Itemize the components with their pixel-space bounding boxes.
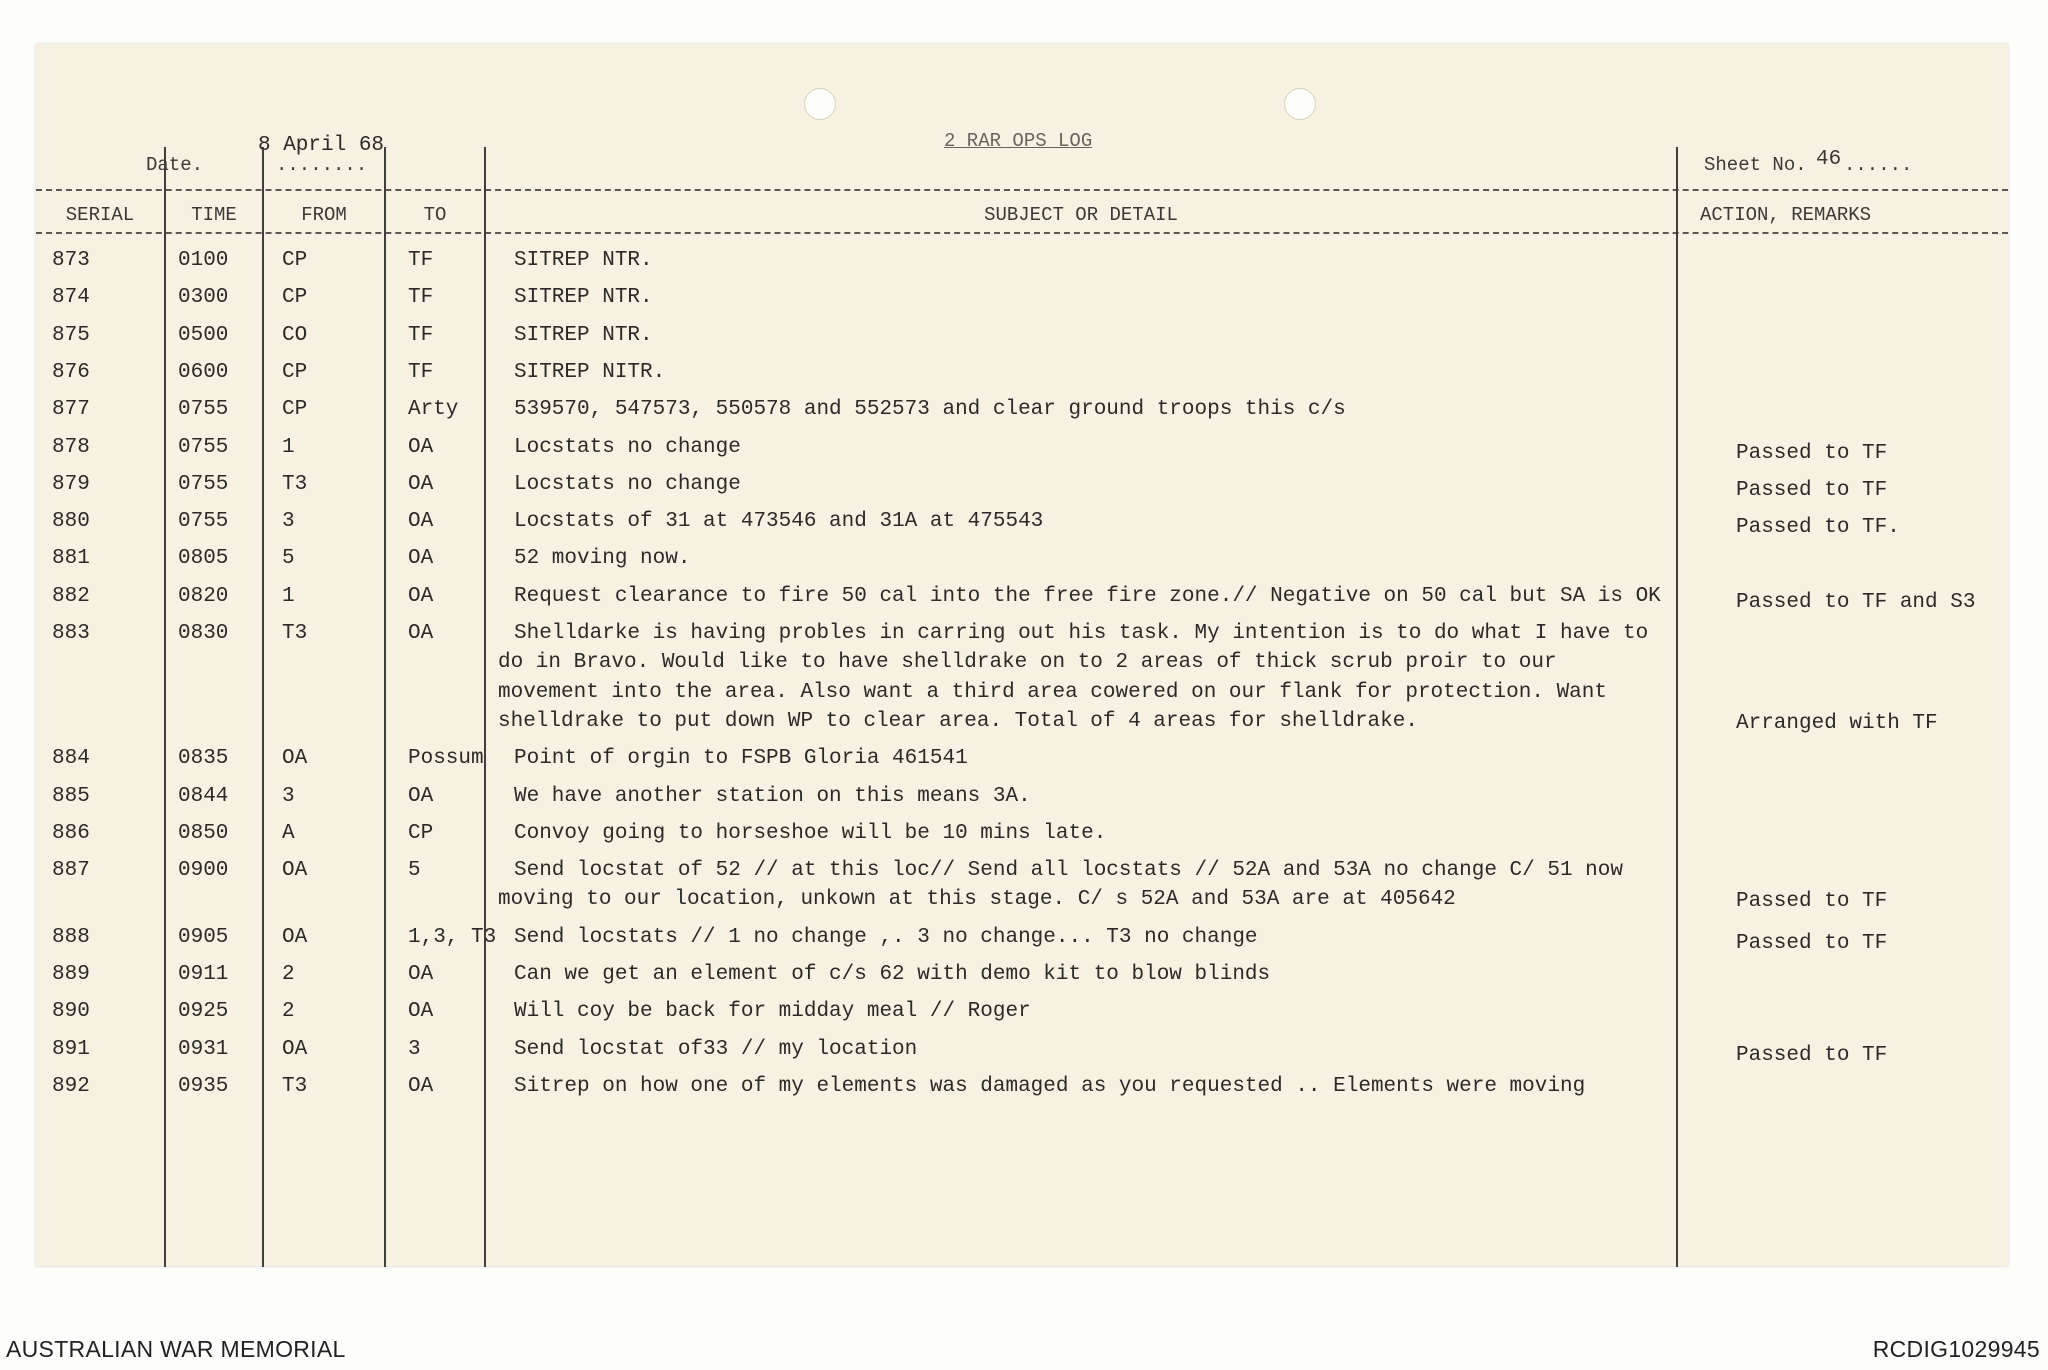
entry-from: OA <box>282 859 308 883</box>
entry-action: Passed to TF. <box>1736 516 1900 540</box>
entry-from: CO <box>282 323 308 347</box>
entry-time: 0850 <box>178 821 229 845</box>
entry-serial: 881 <box>52 547 90 571</box>
entry-serial: 873 <box>52 249 90 272</box>
entry-time: 0755 <box>178 510 229 534</box>
entry-detail-line: do in Bravo. Would like to have shelldrake on to 2 areas of thick scrub proir to our <box>498 651 1557 675</box>
entry-serial: 892 <box>52 1074 90 1098</box>
entry-from: CP <box>282 398 308 422</box>
entry-time: 0100 <box>178 249 229 272</box>
entry-detail-line: Can we get an element of c/s 62 with demo kit to blow blinds <box>514 963 1271 986</box>
entry-serial: 883 <box>52 622 90 645</box>
footer-source: AUSTRALIAN WAR MEMORIAL <box>6 1336 346 1362</box>
entry-from: 1 <box>282 435 295 459</box>
entry-time: 0935 <box>178 1074 229 1098</box>
entry-time: 0925 <box>178 1000 229 1024</box>
entry-serial: 884 <box>52 747 90 771</box>
entry-from: T3 <box>282 472 308 496</box>
entry-serial: 891 <box>52 1037 90 1061</box>
entry-time: 0844 <box>178 784 229 808</box>
entry-from: T3 <box>282 1074 308 1098</box>
entry-detail-line: Request clearance to fire 50 cal into the free fire zone.// Negative on 50 cal but SA is OK <box>514 584 1661 608</box>
entry-from: 5 <box>282 547 295 571</box>
entry-time: 0931 <box>178 1037 229 1061</box>
entry-to: OA <box>408 510 434 534</box>
entry-detail-line: Convoy going to horseshoe will be 10 mins late. <box>514 821 1107 845</box>
entry-serial: 888 <box>52 925 90 949</box>
sheet-number: 46 <box>1816 148 1842 171</box>
entry-time: 0755 <box>178 435 229 459</box>
sheet-dots: ...... <box>1844 154 1913 176</box>
entry-to: 5 <box>408 859 421 883</box>
entry-to: OA <box>408 584 434 608</box>
entry-detail-line: Shelldarke is having probles in carring out his task. My intention is to do what I have to <box>514 622 1649 645</box>
entry-serial: 889 <box>52 963 90 986</box>
entry-time: 0805 <box>178 547 229 571</box>
entry-serial: 874 <box>52 286 90 310</box>
entry-time: 0755 <box>178 472 229 496</box>
column-header-subject: SUBJECT OR DETAIL <box>984 204 1178 226</box>
entry-from: 3 <box>282 510 295 534</box>
entry-serial: 877 <box>52 398 90 422</box>
entry-to: 3 <box>408 1037 421 1061</box>
entry-action: Passed to TF <box>1736 441 1888 465</box>
entry-time: 0905 <box>178 925 229 949</box>
entry-detail-line: Sitrep on how one of my elements was damaged as you requested .. Elements were moving <box>514 1074 1586 1098</box>
entry-detail-line: moving to our location, unkown at this stage. C/ s 52A and 53A are at 405642 <box>498 888 1456 912</box>
punch-hole-right <box>1284 88 1316 120</box>
entry-action: Passed to TF <box>1736 890 1888 914</box>
column-header-to: TO <box>423 204 447 226</box>
column-divider-4 <box>484 147 486 1267</box>
entry-to: OA <box>408 435 434 459</box>
entry-to: Arty <box>408 398 459 422</box>
entry-to: TF <box>408 360 434 384</box>
entry-serial: 887 <box>52 859 90 883</box>
entry-to: OA <box>408 472 434 496</box>
entry-detail-line: Locstats no change <box>514 472 741 496</box>
entry-from: CP <box>282 360 308 384</box>
column-header-serial: SERIAL <box>65 204 135 226</box>
entry-detail-line: SITREP NITR. <box>514 360 666 384</box>
entry-to: TF <box>408 323 434 347</box>
entry-time: 0835 <box>178 747 229 771</box>
entry-detail-line: Will coy be back for midday meal // Roger <box>514 1000 1031 1024</box>
entry-detail-line: SITREP NTR. <box>514 249 653 272</box>
entry-from: T3 <box>282 622 308 645</box>
entry-detail-line: Locstats of 31 at 473546 and 31A at 475543 <box>514 510 1044 534</box>
entry-action: Passed to TF <box>1736 478 1888 502</box>
entry-action: Passed to TF and S3 <box>1736 590 1976 614</box>
footer-record-id: RCDIG1029945 <box>1872 1336 2040 1362</box>
entry-serial: 890 <box>52 1000 90 1024</box>
entry-serial: 879 <box>52 472 90 496</box>
log-sheet <box>36 44 2008 1266</box>
entry-detail-line: Send locstat of33 // my location <box>514 1037 918 1061</box>
entry-time: 0600 <box>178 360 229 384</box>
entry-to: OA <box>408 622 434 645</box>
entry-action: Passed to TF <box>1736 1043 1888 1067</box>
entry-to: OA <box>408 784 434 808</box>
entry-serial: 876 <box>52 360 90 384</box>
entry-detail-line: Locstats no change <box>514 435 741 459</box>
column-divider-5 <box>1676 147 1678 1267</box>
column-header-action: ACTION, REMARKS <box>1700 204 1872 226</box>
entry-to: CP <box>408 821 434 845</box>
column-divider-2 <box>262 147 264 1267</box>
entry-to: OA <box>408 547 434 571</box>
entry-serial: 886 <box>52 821 90 845</box>
date-value: 8 April 68 <box>258 134 385 157</box>
entry-detail-line: shelldrake to put down WP to clear area. Total of 4 areas for shelldrake. <box>498 709 1418 733</box>
sheet-label: Sheet No. <box>1704 154 1807 176</box>
entry-serial: 878 <box>52 435 90 459</box>
header-top-rule <box>36 189 2008 191</box>
entry-detail-line: SITREP NTR. <box>514 286 653 310</box>
entry-detail-line: SITREP NTR. <box>514 323 653 347</box>
entry-from: CP <box>282 286 308 310</box>
entry-to: OA <box>408 1074 434 1098</box>
entry-from: OA <box>282 1037 308 1061</box>
entry-to: OA <box>408 1000 434 1024</box>
entry-detail-line: 52 moving now. <box>514 547 691 571</box>
entry-to: OA <box>408 963 434 986</box>
entry-from: 1 <box>282 584 295 608</box>
entry-serial: 880 <box>52 510 90 534</box>
entry-detail-line: Send locstats // 1 no change ,. 3 no change... T3 no change <box>514 925 1258 949</box>
entry-from: OA <box>282 925 308 949</box>
entry-from: A <box>282 821 295 845</box>
entry-to: TF <box>408 249 434 272</box>
entry-detail-line: Send locstat of 52 // at this loc// Send all locstats // 52A and 53A no change C/ 51 now <box>514 859 1623 883</box>
entry-from: OA <box>282 747 308 771</box>
entry-serial: 875 <box>52 323 90 347</box>
entry-from: 2 <box>282 1000 295 1024</box>
column-header-time: TIME <box>191 204 237 226</box>
date-dots: ........ <box>276 154 368 176</box>
punch-hole-left <box>804 88 836 120</box>
column-header-from: FROM <box>301 204 347 226</box>
entry-from: 3 <box>282 784 295 808</box>
entry-serial: 885 <box>52 784 90 808</box>
entry-detail-line: movement into the area. Also want a third area cowered on our flank for protection. Want <box>498 680 1607 704</box>
entry-time: 0820 <box>178 584 229 608</box>
entry-action: Passed to TF <box>1736 931 1888 955</box>
entry-time: 0911 <box>178 963 229 986</box>
entry-detail-line: We have another station on this means 3A. <box>514 784 1031 808</box>
column-divider-1 <box>164 147 166 1267</box>
entry-serial: 882 <box>52 584 90 608</box>
entry-action: Arranged with TF <box>1736 711 1938 735</box>
entry-time: 0830 <box>178 622 229 645</box>
entry-to: TF <box>408 286 434 310</box>
date-label: Date. <box>146 154 204 176</box>
entry-time: 0900 <box>178 859 229 883</box>
log-title: 2 RAR OPS LOG <box>944 130 1093 152</box>
entry-from: CP <box>282 249 308 272</box>
header-bottom-rule <box>36 232 2008 234</box>
entry-time: 0755 <box>178 398 229 422</box>
entry-time: 0300 <box>178 286 229 310</box>
entry-detail-line: 539570, 547573, 550578 and 552573 and clear ground troops this c/s <box>514 398 1346 422</box>
entry-to: 1,3, T3 <box>408 925 497 949</box>
entry-detail-line: Point of orgin to FSPB Gloria 461541 <box>514 747 968 771</box>
entry-time: 0500 <box>178 323 229 347</box>
entry-to: Possum <box>408 747 484 771</box>
column-divider-3 <box>384 147 386 1267</box>
entry-from: 2 <box>282 963 295 986</box>
